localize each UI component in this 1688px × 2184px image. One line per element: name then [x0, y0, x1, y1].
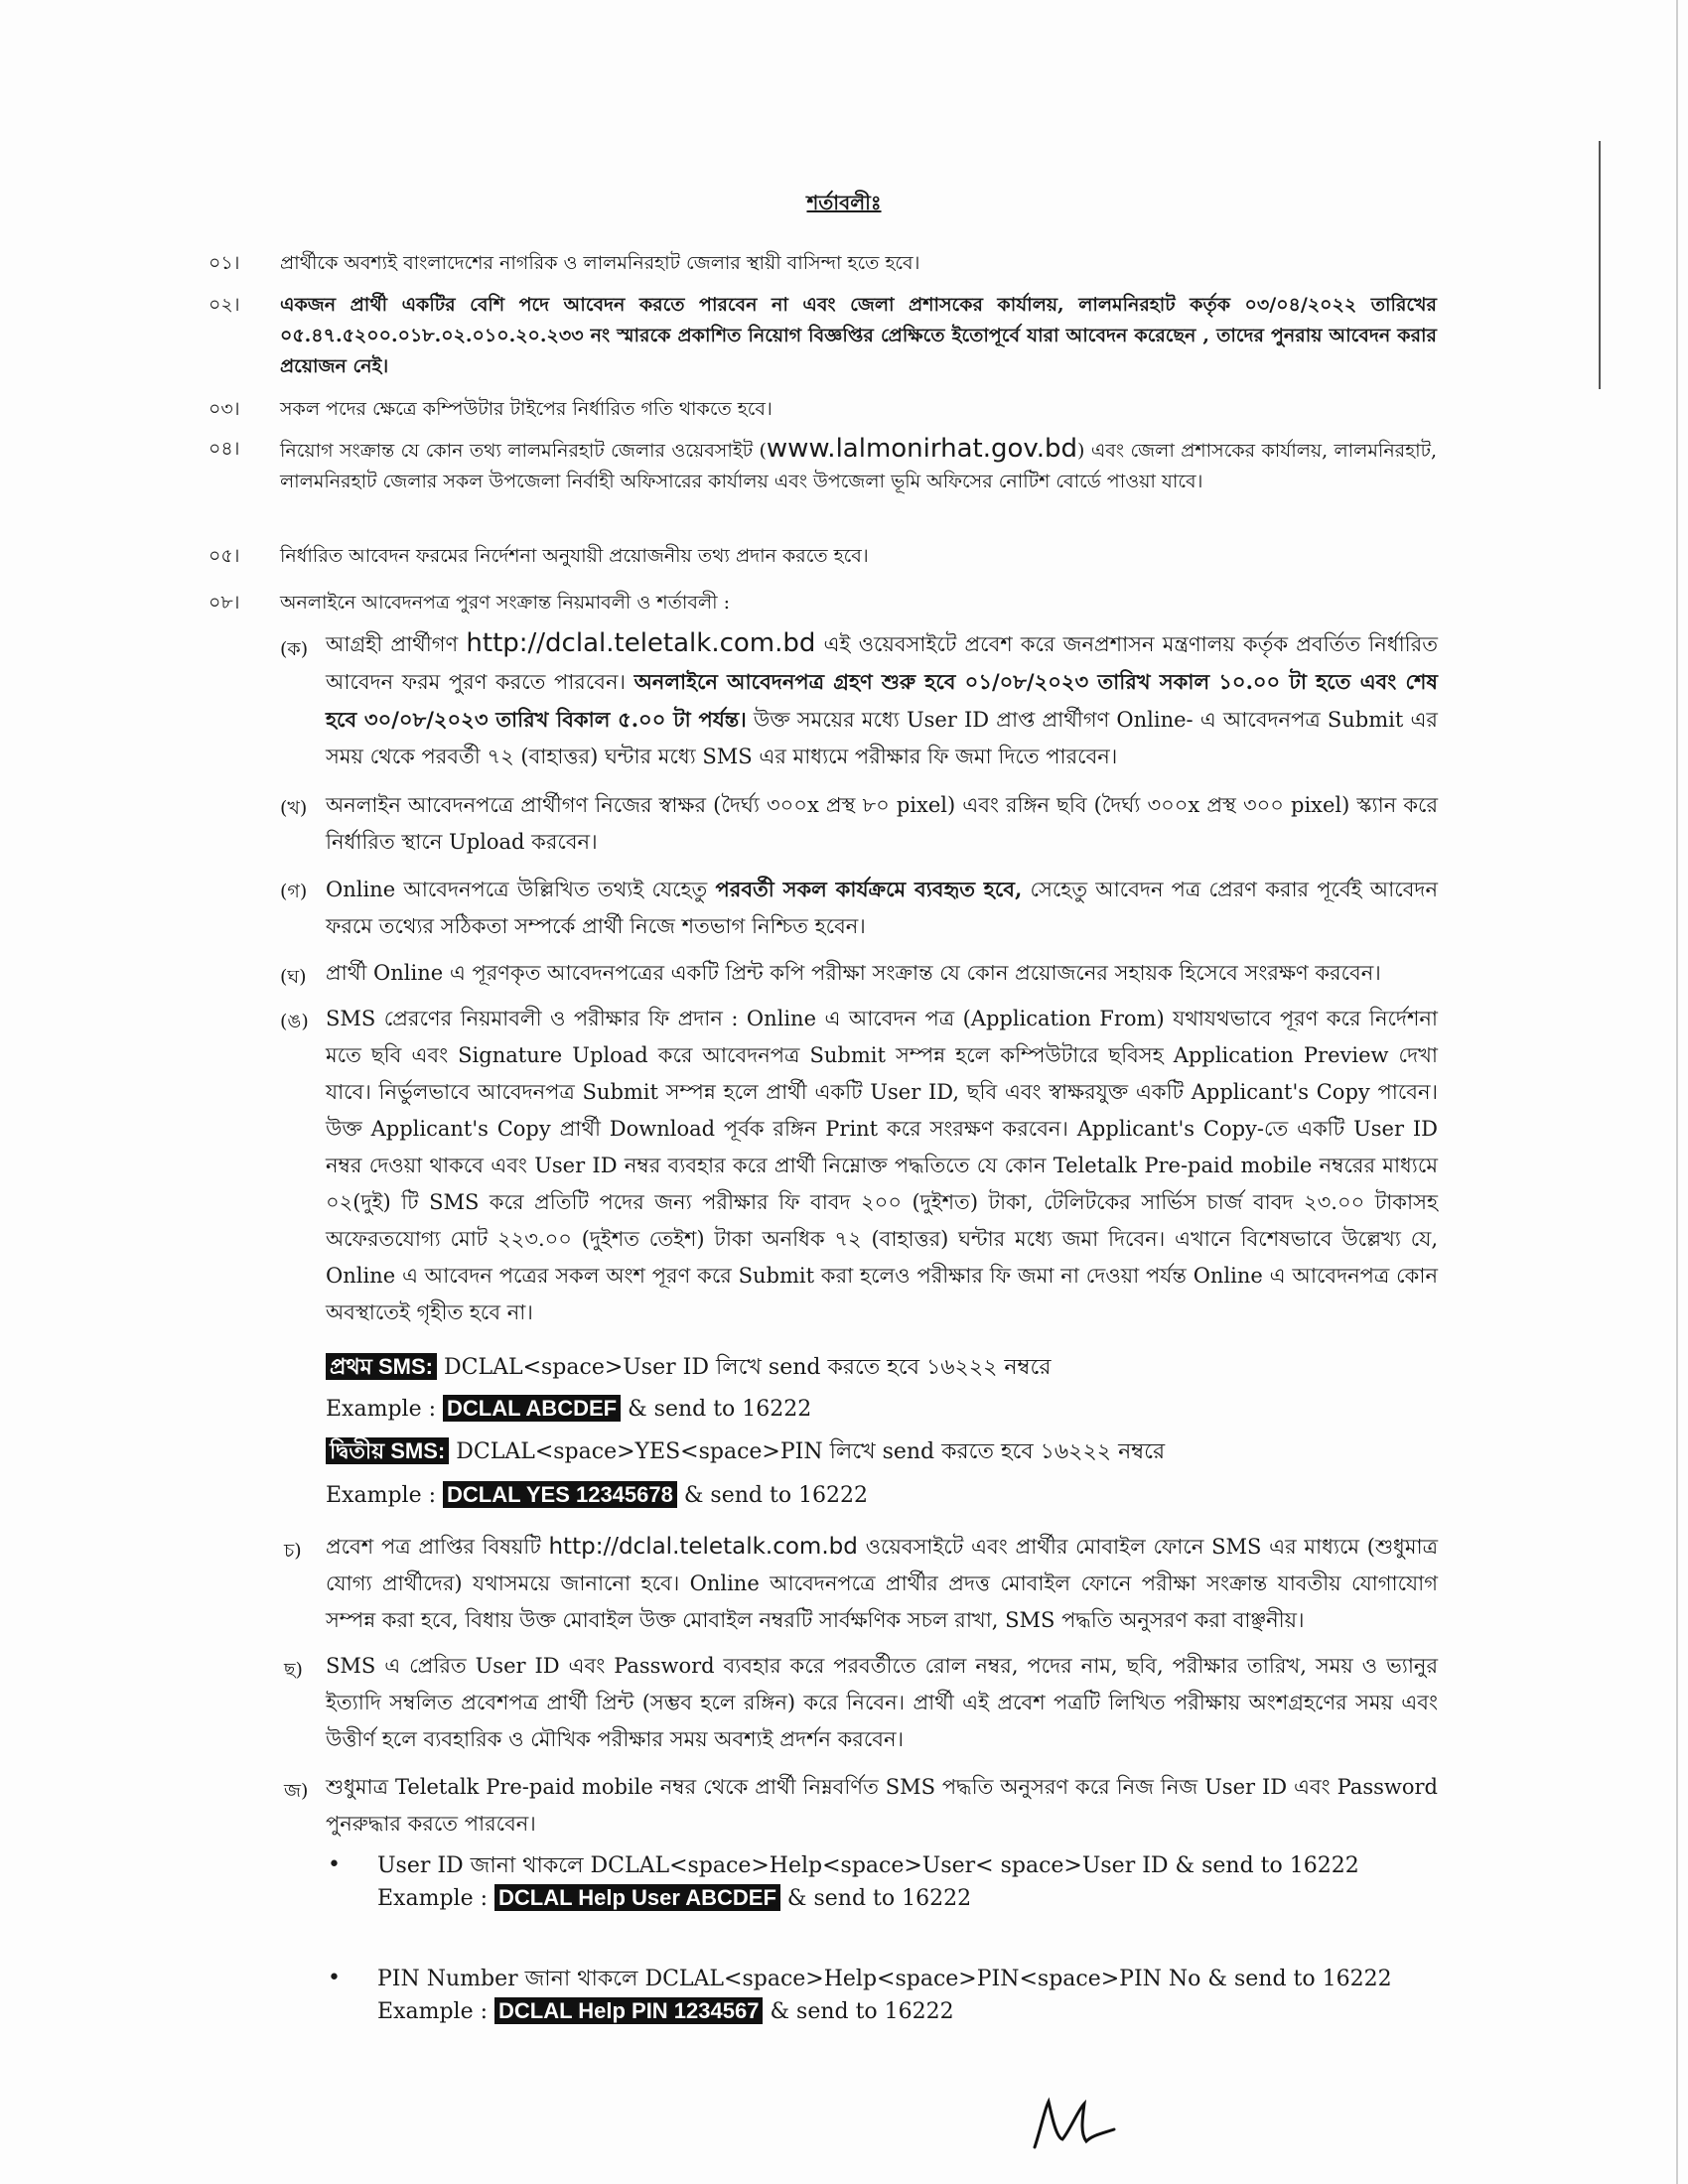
example-line	[326, 1478, 868, 1513]
sub-item-ka	[326, 625, 1438, 775]
sub-item-gha: প্রার্থী Online এ পূরণকৃত আবেদনপত্রের একটি প্রিন্ট কপি পরীক্ষা সংক্রান্ত যে কোন প্রয়োজনের সহায়ক হিসেবে সংরক্ষণ করবেন।	[326, 961, 1381, 985]
sub-text: প্রবেশ পত্র প্রাপ্তির বিষয়টি	[326, 1535, 549, 1559]
bullet-text: User ID জানা থাকলে DCLAL<space>Help<space>User< space>User ID & send to 16222	[377, 1853, 1359, 1878]
sub-text: সেহেতু আবেদন পত্র প্রেরণ করার পূর্বেই আবেদন ফরমে তথ্যের সঠিকতা সম্পর্কে প্রার্থী নিজে শতভাগ নিশ্চিত হবেন।	[326, 878, 1438, 938]
first-sms-text: DCLAL<space>User ID লিখে send করতে হবে ১৬২২২ নম্বরে	[437, 1355, 1052, 1380]
bullet-item	[377, 1964, 1440, 2028]
example-code: DCLAL ABCDEF	[443, 1395, 621, 1422]
sub-text: Online আবেদনপত্রে উল্লিখিত তথ্যই যেহেতু	[326, 878, 716, 901]
example-line	[377, 1882, 1440, 1915]
sub-text: উক্ত সময়ের মধ্যে User ID প্রাপ্ত প্রার্থীগণ Online- এ আবেদনপত্র Submit এর সময় থেকে পরবর্তী ৭২ (বাহাত্তর) ঘন্টার মধ্যে SMS এর মাধ্যমে পরীক্ষার ফি জমা দিতে পারবেন।	[326, 708, 1438, 768]
sub-text-bold: অনলাইনে আবেদনপত্র গ্রহণ শুরু হবে ০১/০৮/২০২৩ তারিখ সকাল ১০.০০ টা হতে এবং শেষ হবে ৩০/০৮/২০২৩ তারিখ বিকাল ৫.০০ টা পর্যন্ত।	[326, 669, 1439, 732]
sub-text: আগ্রহী প্রার্থীগণ	[326, 632, 467, 656]
teletalk-link[interactable]: http://dclal.teletalk.com.bd	[548, 1534, 858, 1560]
example-label: Example :	[377, 1886, 494, 1911]
sub-text: ওয়েবসাইটে এবং প্রার্থীর মোবাইল ফোনে SMS এর মাধ্যমে (শুধুমাত্র যোগ্য প্রার্থীদের) যথাসময়ে জানানো হবে। Online আবেদনপত্রে প্রার্থীর প্রদত্ত মোবাইল ফোনে পরীক্ষা সংক্রান্ত যাবতীয় যোগাযোগ সম্পন্ন করা হবে, বিধায় উক্ত মোবাইল উক্ত মোবাইল নম্বরটি সার্বক্ষণিক সচল রাখা, SMS পদ্ধতি অনুসরণ করা বাঞ্ছনীয়।	[326, 1535, 1438, 1632]
sub-item-label: (ক)	[280, 638, 309, 660]
example-tail: & send to 16222	[621, 1397, 812, 1422]
first-sms-tag: প্রথম SMS:	[326, 1353, 437, 1380]
item-number: ০৫।	[209, 545, 240, 567]
page-title: শর্তাবলীঃ	[806, 191, 882, 214]
example-line	[377, 1995, 1440, 2028]
example-line	[326, 1392, 811, 1427]
teletalk-link[interactable]: http://dclal.teletalk.com.bd	[466, 628, 816, 658]
bullet-item	[377, 1850, 1440, 1915]
sub-item-label: (ঙ)	[280, 1011, 309, 1032]
item-number: ০৩।	[209, 398, 240, 420]
signature-mark	[1023, 2090, 1122, 2159]
bullet-dot: •	[328, 1852, 341, 1877]
sub-item-ja: শুধুমাত্র Teletalk Pre-paid mobile নম্বর থেকে প্রার্থী নিম্নবর্ণিত SMS পদ্ধতি অনুসরণ করে নিজ নিজ User ID এবং Password পুনরুদ্ধার করতে পারবেন।	[326, 1775, 1438, 1836]
item-text: নির্ধারিত আবেদন ফরমের নির্দেশনা অনুযায়ী প্রয়োজনীয় তথ্য প্রদান করতে হবে।	[280, 545, 869, 567]
sub-item-label: (খ)	[280, 797, 308, 819]
second-sms-line	[326, 1434, 1165, 1469]
example-code: DCLAL YES 12345678	[443, 1481, 677, 1508]
sub-item-label: ছ)	[284, 1659, 303, 1681]
website-link[interactable]: www.lalmonirhat.gov.bd	[766, 434, 1078, 464]
sub-item-label: জ)	[284, 1780, 309, 1802]
item-number: ০৪।	[209, 438, 240, 460]
sub-item-label: (গ)	[280, 881, 308, 902]
example-label: Example :	[326, 1397, 443, 1422]
sub-item-uma: SMS প্রেরণের নিয়মাবলী ও পরীক্ষার ফি প্রদান : Online এ আবেদন পত্র (Application From) যথাযথভাবে পূরণ করে নির্দেশনা মতে ছবি এবং Signature Upload করে আবেদনপত্র Submit সম্পন্ন হলে কম্পিউটারে ছবিসহ Application Preview দেখা যাবে। নির্ভুলভাবে আবেদনপত্র Submit সম্পন্ন হলে প্রার্থী একটি User ID, ছবি এবং স্বাক্ষরযুক্ত একটি Applicant's Copy পাবেন। উক্ত Applicant's Copy প্রার্থী Download পূর্বক রঙ্গিন Print করে সংরক্ষণ করবেন। Applicant's Copy-তে একটি User ID নম্বর দেওয়া থাকবে এবং User ID নম্বর ব্যবহার করে প্রার্থী নিম্নোক্ত পদ্ধতিতে যে কোন Teletalk Pre-paid mobile নম্বরের মাধ্যমে ০২(দুই) টি SMS করে প্রতিটি পদের জন্য পরীক্ষার ফি বাবদ ২০০ (দুইশত) টাকা, টেলিটকের সার্ভিস চার্জ বাবদ ২৩.০০ টাকাসহ অফেরতযোগ্য মোট ২২৩.০০ (দুইশত তেইশ) টাকা অনধিক ৭২ (বাহাত্তর) ঘন্টার মধ্যে জমা দিবেন। এখানে বিশেষভাবে উল্লেখ্য যে, Online এ আবেদন পত্রের সকল অংশ পূরণ করে Submit করা হলেও পরীক্ষার ফি জমা না দেওয়া পর্যন্ত Online এ আবেদনপত্র কোন অবস্থাতেই গৃহীত হবে না।	[326, 1007, 1438, 1324]
margin-line	[1599, 141, 1601, 389]
sub-text-bold: পরবর্তী সকল কার্যক্রমে ব্যবহৃত হবে,	[715, 877, 1023, 901]
item-text	[280, 434, 1437, 497]
first-sms-line	[326, 1350, 1051, 1385]
sub-item-chha: SMS এ প্রেরিত User ID এবং Password ব্যবহার করে পরবর্তীতে রোল নম্বর, পদের নাম, ছবি, পরীক্ষার তারিখ, সময় ও ভ্যানুর ইত্যাদি সম্বলিত প্রবেশপত্র প্রার্থী প্রিন্ট (সম্ভব হলে রঙ্গিন) করে নিবেন। প্রার্থী এই প্রবেশ পত্রটি লিখিত পরীক্ষায় অংশগ্রহণের সময় এবং উত্তীর্ণ হলে ব্যবহারিক ও মৌখিক পরীক্ষার সময় অবশ্যই প্রদর্শন করবেন।	[326, 1654, 1438, 1751]
sub-item-label: (ঘ)	[280, 966, 307, 988]
sub-item-kha: অনলাইন আবেদনপত্রে প্রার্থীগণ নিজের স্বাক্ষর (দৈর্ঘ্য ৩০০x প্রস্থ ৮০ pixel) এবং রঙ্গিন ছবি (দৈর্ঘ্য ৩০০x প্রস্থ ৩০০ pixel) স্ক্যান করে নির্ধারিত স্থানে Upload করবেন।	[326, 793, 1438, 854]
sub-item-ga	[326, 871, 1438, 945]
item-number: ০২।	[209, 294, 240, 316]
item-text: অনলাইনে আবেদনপত্র পুরণ সংক্রান্ত নিয়মাবলী ও শর্তাবলী :	[280, 592, 730, 614]
item-text-a: নিয়োগ সংক্রান্ত যে কোন তথ্য লালমনিরহাট জেলার ওয়েবসাইট (	[280, 440, 767, 462]
second-sms-tag: দ্বিতীয় SMS:	[326, 1437, 449, 1464]
item-text: সকল পদের ক্ষেত্রে কম্পিউটার টাইপের নির্ধারিত গতি থাকতে হবে।	[280, 398, 773, 420]
sub-text: এই ওয়েবসাইটে প্রবেশ করে জনপ্রশাসন মন্ত্রণালয় কর্তৃক প্রবর্তিত নির্ধারিত আবেদন ফরম পুরণ করতে পারবেন।	[326, 632, 1438, 694]
sub-item-cha	[326, 1529, 1438, 1639]
example-tail: & send to 16222	[676, 1483, 869, 1508]
example-label: Example :	[377, 1999, 494, 2024]
sub-item-label: চ)	[284, 1540, 302, 1562]
example-tail: & send to 16222	[779, 1886, 972, 1911]
item-text-b: ) এবং জেলা প্রশাসকের কার্যালয়, লালমনিরহাট, লালমনিরহাট জেলার সকল উপজেলা নির্বাহী অফিসারের কার্যালয় এবং উপজেলা ভূমি অফিসের নোটিশ বোর্ডে পাওয়া যাবে।	[280, 440, 1438, 492]
item-text: প্রার্থীকে অবশ্যই বাংলাদেশের নাগরিক ও লালমনিরহাট জেলার স্থায়ী বাসিন্দা হতে হবে।	[280, 252, 920, 274]
example-label: Example :	[326, 1483, 443, 1508]
example-code: DCLAL Help User ABCDEF	[494, 1884, 780, 1911]
item-text: একজন প্রার্থী একটির বেশি পদে আবেদন করতে পারবেন না এবং জেলা প্রশাসকের কার্যালয়, লালমনিরহাট কর্তৃক ০৩/০৪/২০২২ তারিখের ০৫.৪৭.৫২০০.০১৮.০২.০১০.২০.২৩৩ নং স্মারকে প্রকাশিত নিয়োগ বিজ্ঞপ্তির প্রেক্ষিতে ইতোপূর্বে যারা আবেদন করেছেন , তাদের পুনরায় আবেদন করার প্রয়োজন নেই।	[280, 294, 1437, 377]
bullet-dot: •	[328, 1966, 341, 1990]
second-sms-text: DCLAL<space>YES<space>PIN লিখে send করতে হবে ১৬২২২ নম্বরে	[449, 1439, 1166, 1464]
bullet-text: PIN Number জানা থাকলে DCLAL<space>Help<space>PIN<space>PIN No & send to 16222	[377, 1967, 1392, 1991]
item-number: ০৮।	[209, 592, 240, 614]
example-tail: & send to 16222	[763, 1999, 954, 2024]
page-edge	[1676, 0, 1678, 2184]
example-code: DCLAL Help PIN 1234567	[494, 1997, 763, 2024]
item-number: ০১।	[209, 252, 240, 274]
